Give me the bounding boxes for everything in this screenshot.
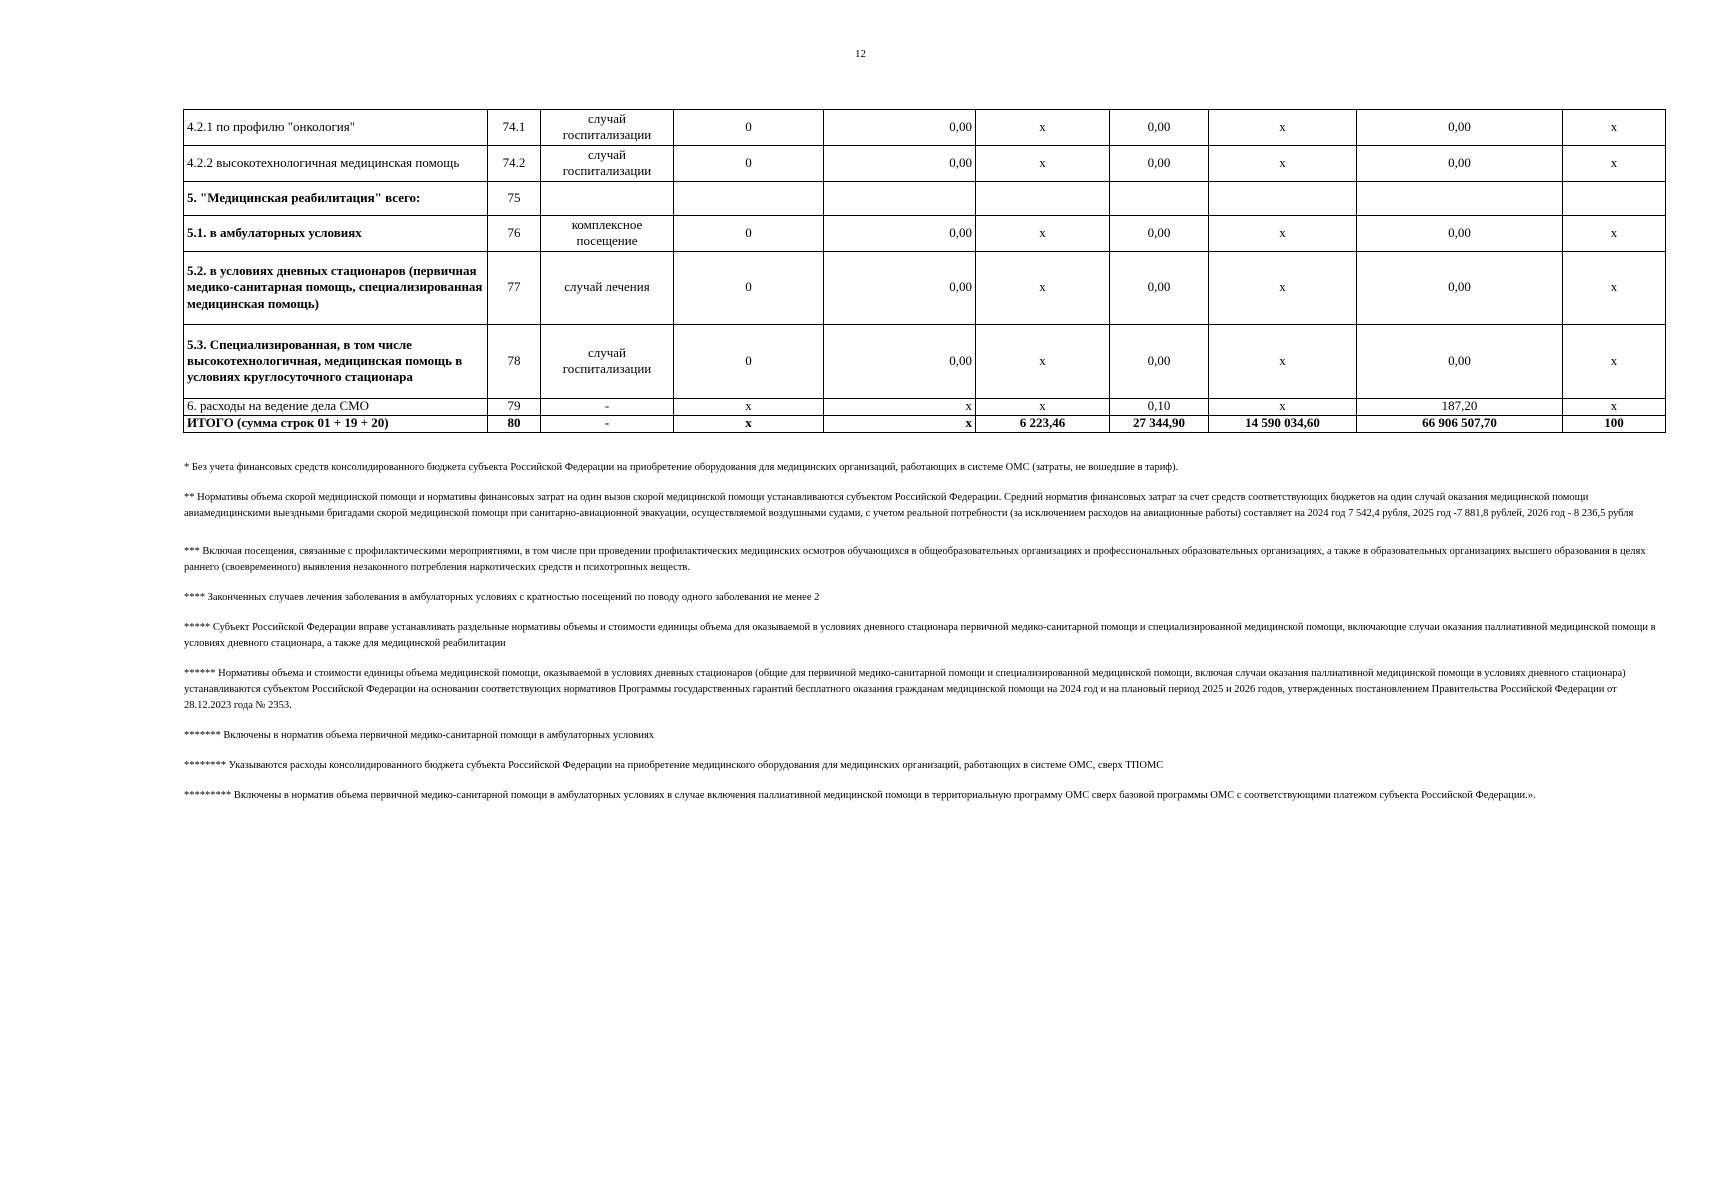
cell-col7 xyxy=(1110,181,1209,215)
cell-unit: - xyxy=(541,398,674,415)
cell-row-code: 78 xyxy=(488,324,541,398)
cell-col10: х xyxy=(1563,251,1666,324)
cell-col7: 0,00 xyxy=(1110,145,1209,181)
table-row xyxy=(184,110,1666,146)
cell-col6: х xyxy=(976,110,1110,146)
footnotes xyxy=(184,460,1666,818)
cell-col5: х xyxy=(824,415,976,432)
footnote: ** Нормативы объема скорой медицинской помощи и нормативы финансовых затрат на один вызов скорой медицинской помощи устанавливаются субъектом Российской Федерации. Средний норматив финансовых затрат за счет средств соответствующих бюджетов на один случай оказания медицинской помощи авиамедицинскими выездными бригадами скорой медицинской помощи при санитарно-авиационной эвакуации, осуществляемой воздушными судами, с учетом реальной потребности (за исключением расходов на авиационные работы) составляет на 2024 год 7 542,4 рубля, 2025 год -7 881,8 рублей, 2026 год - 8 236,5 рубля xyxy=(184,492,1634,519)
table-row xyxy=(184,251,1666,324)
cell-col5: 0,00 xyxy=(824,251,976,324)
cell-row-code: 79 xyxy=(488,398,541,415)
cell-unit xyxy=(541,181,674,215)
cell-col8: 14 590 034,60 xyxy=(1209,415,1357,432)
cell-row-code: 77 xyxy=(488,251,541,324)
cell-col8: х xyxy=(1209,324,1357,398)
cell-name: 5.1. в амбулаторных условиях xyxy=(184,215,488,251)
table-row xyxy=(184,215,1666,251)
cell-name: ИТОГО (сумма строк 01 + 19 + 20) xyxy=(184,415,488,432)
cell-col6: 6 223,46 xyxy=(976,415,1110,432)
cell-unit: случай госпитализации xyxy=(541,145,674,181)
table-row xyxy=(184,398,1666,415)
norms-table xyxy=(183,109,1666,433)
cell-col6 xyxy=(976,181,1110,215)
footnote: ****** Нормативы объема и стоимости единицы объема медицинской помощи, оказываемой в условиях дневных стационаров (общие для первичной медико-санитарной помощи и специализированной медицинской помощи, включая случаи оказания паллиативной медицинской помощи в условиях дневного стационара) устанавливаются субъектом Российской Федерации на основании соответствующих нормативов Программы государственных гарантий бесплатного оказания гражданам медицинской помощи на 2024 год и на плановый период 2025 и 2026 годов, утвержденных постановлением Правительства Российской Федерации от 28.12.2023 года № 2353. xyxy=(184,668,1626,711)
cell-col9: 187,20 xyxy=(1357,398,1563,415)
cell-col8: х xyxy=(1209,110,1357,146)
cell-col7: 0,00 xyxy=(1110,110,1209,146)
footnote: *** Включая посещения, связанные с профилактическими мероприятиями, в том числе при проведении профилактических медицинских осмотров обучающихся в общеобразовательных организациях и профессиональных образовательных организациях, а также в образовательных организациях высшего образования в целях раннего (своевременного) выявления незаконного потребления наркотических средств и психотропных веществ. xyxy=(184,546,1646,573)
cell-col9: 0,00 xyxy=(1357,110,1563,146)
cell-unit: случай лечения xyxy=(541,251,674,324)
cell-col7: 0,00 xyxy=(1110,215,1209,251)
footnote: **** Законченных случаев лечения заболевания в амбулаторных условиях с кратностью посещений по поводу одного заболевания не менее 2 xyxy=(184,592,820,603)
cell-col10: х xyxy=(1563,398,1666,415)
cell-col5: х xyxy=(824,398,976,415)
cell-col4: 0 xyxy=(674,324,824,398)
cell-col7: 0,00 xyxy=(1110,251,1209,324)
cell-col4 xyxy=(674,181,824,215)
table-body xyxy=(184,110,1666,433)
cell-col7: 0,00 xyxy=(1110,324,1209,398)
cell-col5: 0,00 xyxy=(824,110,976,146)
cell-col10: х xyxy=(1563,110,1666,146)
table-row xyxy=(184,415,1666,432)
cell-col5: 0,00 xyxy=(824,145,976,181)
cell-unit: комплексное посещение xyxy=(541,215,674,251)
cell-col8 xyxy=(1209,181,1357,215)
cell-unit: - xyxy=(541,415,674,432)
cell-col5: 0,00 xyxy=(824,324,976,398)
cell-name: 4.2.1 по профилю "онкология" xyxy=(184,110,488,146)
cell-col5: 0,00 xyxy=(824,215,976,251)
cell-unit: случай госпитализации xyxy=(541,110,674,146)
cell-row-code: 80 xyxy=(488,415,541,432)
cell-col9: 0,00 xyxy=(1357,251,1563,324)
table-row xyxy=(184,181,1666,215)
cell-name: 5.3. Специализированная, в том числе высокотехнологичная, медицинская помощь в условиях круглосуточного стационара xyxy=(184,324,488,398)
table-row xyxy=(184,145,1666,181)
cell-col4: х xyxy=(674,415,824,432)
cell-name: 4.2.2 высокотехнологичная медицинская помощь xyxy=(184,145,488,181)
cell-col10: х xyxy=(1563,324,1666,398)
cell-col6: х xyxy=(976,145,1110,181)
footnote: * Без учета финансовых средств консолидированного бюджета субъекта Российской Федерации на приобретение оборудования для медицинских организаций, работающих в системе ОМС (затраты, не вошедшие в тариф). xyxy=(184,462,1179,473)
cell-col6: х xyxy=(976,251,1110,324)
cell-col8: х xyxy=(1209,251,1357,324)
table-row xyxy=(184,324,1666,398)
cell-name: 5.2. в условиях дневных стационаров (первичная медико-санитарная помощь, специализированная медицинская помощь) xyxy=(184,251,488,324)
cell-col6: х xyxy=(976,398,1110,415)
footnote: ***** Субъект Российской Федерации вправе устанавливать раздельные нормативы объемы и стоимости единицы объема для оказываемой в условиях дневного стационара первичной медико-санитарной помощи и специализированной медицинской помощи, включающие случаи оказания паллиативной медицинской помощи в условиях дневного стационара, а также для медицинской реабилитации xyxy=(184,622,1656,649)
cell-col4: х xyxy=(674,398,824,415)
cell-col8: х xyxy=(1209,215,1357,251)
cell-name: 5. "Медицинская реабилитация" всего: xyxy=(184,181,488,215)
cell-col8: х xyxy=(1209,398,1357,415)
cell-col7: 27 344,90 xyxy=(1110,415,1209,432)
cell-col4: 0 xyxy=(674,110,824,146)
cell-col10 xyxy=(1563,181,1666,215)
cell-unit: случай госпитализации xyxy=(541,324,674,398)
footnote: ******* Включены в норматив объема первичной медико-санитарной помощи в амбулаторных условиях xyxy=(184,730,655,741)
cell-col9: 0,00 xyxy=(1357,215,1563,251)
cell-col4: 0 xyxy=(674,251,824,324)
footnote: ********* Включены в норматив объема первичной медико-санитарной помощи в амбулаторных условиях в случае включения паллиативной медицинской помощи в территориальную программу ОМС сверх базовой программы ОМС с соответствующими платежом субъекта Российской Федерации.». xyxy=(184,790,1536,801)
footnote: ******** Указываются расходы консолидированного бюджета субъекта Российской Федерации на приобретение медицинского оборудования для медицинских организаций, работающих в системе ОМС, сверх ТПОМС xyxy=(184,760,1164,771)
cell-col4: 0 xyxy=(674,145,824,181)
cell-col9 xyxy=(1357,181,1563,215)
page-number: 12 xyxy=(855,48,866,60)
cell-name: 6. расходы на ведение дела СМО xyxy=(184,398,488,415)
cell-col10: 100 xyxy=(1563,415,1666,432)
cell-row-code: 74.1 xyxy=(488,110,541,146)
cell-col6: х xyxy=(976,324,1110,398)
cell-row-code: 76 xyxy=(488,215,541,251)
cell-col4: 0 xyxy=(674,215,824,251)
cell-col6: х xyxy=(976,215,1110,251)
cell-col5 xyxy=(824,181,976,215)
cell-col9: 0,00 xyxy=(1357,145,1563,181)
cell-col9: 66 906 507,70 xyxy=(1357,415,1563,432)
cell-col8: х xyxy=(1209,145,1357,181)
cell-col10: х xyxy=(1563,145,1666,181)
cell-col10: х xyxy=(1563,215,1666,251)
cell-row-code: 74.2 xyxy=(488,145,541,181)
cell-col9: 0,00 xyxy=(1357,324,1563,398)
cell-col7: 0,10 xyxy=(1110,398,1209,415)
cell-row-code: 75 xyxy=(488,181,541,215)
